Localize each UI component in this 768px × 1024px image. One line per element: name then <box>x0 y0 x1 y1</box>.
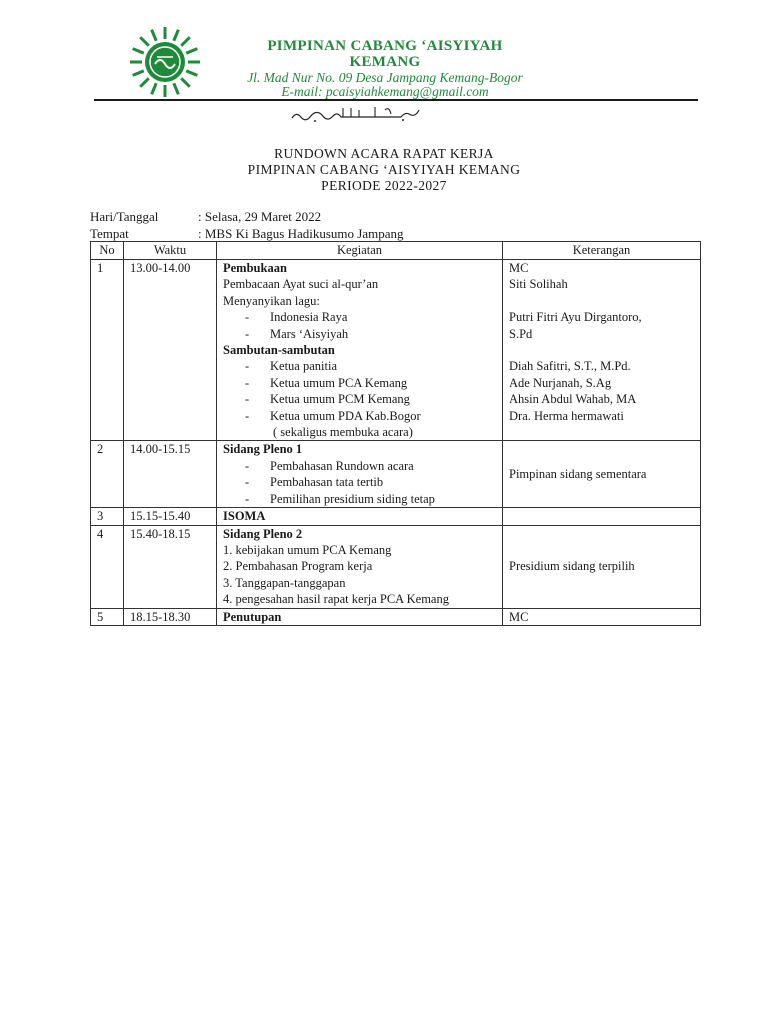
row-kegiatan <box>217 441 503 508</box>
row-waktu: 15.40-18.15 <box>124 525 217 608</box>
list-item: - Mars ‘Aisyiyah <box>245 326 496 342</box>
document-title-line1: RUNDOWN ACARA RAPAT KERJA <box>274 146 494 161</box>
ket-item: Diah Safitri, S.T., M.Pd. <box>509 359 631 374</box>
org-address: Jl. Mad Nur No. 09 Desa Jampang Kemang-Bogor <box>247 70 523 85</box>
org-name-line2: KEMANG <box>349 54 421 70</box>
ket-item: Putri Fitri Ayu Dirgantoro, <box>509 310 642 325</box>
ket-item: MC <box>509 261 529 275</box>
row-waktu: 13.00-14.00 <box>124 260 217 441</box>
list-item: 2. Pembahasan Program kerja <box>223 559 373 574</box>
activity-heading: Sidang Pleno 2 <box>223 526 303 541</box>
document-title-line3: PERIODE 2022-2027 <box>321 178 447 193</box>
table-row <box>91 508 701 525</box>
header-keterangan: Keterangan <box>503 242 701 260</box>
row-keterangan: Pimpinan sidang sementara <box>503 441 701 508</box>
row-waktu: 14.00-15.15 <box>124 441 217 508</box>
table-row <box>91 441 701 508</box>
rundown-table <box>90 241 701 626</box>
ket-item: S.Pd <box>509 326 533 341</box>
aisyiyah-logo-icon <box>120 26 210 98</box>
org-name-line1: PIMPINAN CABANG ‘AISYIYAH <box>267 38 503 54</box>
document-title-line2: PIMPINAN CABANG ‘AISYIYAH KEMANG <box>247 162 521 177</box>
row-waktu: 15.15-15.40 <box>124 508 217 525</box>
row-no: 5 <box>91 608 124 625</box>
row-no: 1 <box>91 260 124 441</box>
list-item: - Ketua umum PCM Kemang <box>245 391 496 407</box>
activity-heading: ISOMA <box>223 509 266 524</box>
song-list <box>223 309 496 342</box>
row-waktu: 18.15-18.30 <box>124 608 217 625</box>
row-kegiatan <box>217 508 503 525</box>
info-place-value: : MBS Ki Bagus Hadikusumo Jampang <box>198 226 404 241</box>
list-item: 4. pengesahan hasil rapat kerja PCA Kemang <box>223 592 449 607</box>
basmalah-calligraphy-icon <box>285 104 425 124</box>
list-item: - Ketua panitia <box>245 358 496 374</box>
activity-note: ( sekaligus membuka acara) <box>273 425 413 440</box>
header-waktu: Waktu <box>124 242 217 260</box>
list-item: - Indonesia Raya <box>245 309 496 325</box>
row-keterangan: Presidium sidang terpilih <box>503 525 701 608</box>
ket-item: Ahsin Abdul Wahab, MA <box>509 392 637 407</box>
header-divider <box>94 99 698 101</box>
ket-item: Siti Solihah <box>509 277 568 292</box>
row-keterangan <box>503 508 701 525</box>
table-header-row <box>91 242 701 260</box>
org-email: E-mail: pcaisyiahkemang@gmail.com <box>281 84 489 99</box>
info-day-row <box>90 209 321 225</box>
ket-item: Dra. Herma hermawati <box>509 408 624 423</box>
row-no: 2 <box>91 441 124 508</box>
speech-list <box>223 358 496 424</box>
info-day-value: : Selasa, 29 Maret 2022 <box>198 209 322 224</box>
row-no: 3 <box>91 508 124 525</box>
row-keterangan <box>503 260 701 441</box>
list-item: 1. kebijakan umum PCA Kemang <box>223 542 392 557</box>
row-keterangan: MC <box>503 608 701 625</box>
list-item: - Ketua umum PDA Kab.Bogor <box>245 408 496 424</box>
header-kegiatan: Kegiatan <box>217 242 503 260</box>
list-item: - Pembahasan tata tertib <box>245 474 496 490</box>
ket-item: Ade Nurjanah, S.Ag <box>509 375 612 390</box>
activity-line: Menyanyikan lagu: <box>223 293 320 308</box>
activity-heading: Penutupan <box>223 609 282 624</box>
activity-line: Pembacaan Ayat suci al-qur’an <box>223 277 379 292</box>
table-row <box>91 260 701 441</box>
row-kegiatan <box>217 608 503 625</box>
table-row <box>91 525 701 608</box>
row-kegiatan <box>217 525 503 608</box>
activity-heading: Sambutan-sambutan <box>223 343 335 358</box>
row-kegiatan <box>217 260 503 441</box>
header-no: No <box>91 242 124 260</box>
list-item: - Pemilihan presidium siding tetap <box>245 491 496 507</box>
info-place-row <box>90 226 403 242</box>
table-row <box>91 608 701 625</box>
list-item: - Ketua umum PCA Kemang <box>245 375 496 391</box>
activity-heading: Pembukaan <box>223 261 287 275</box>
agenda-list <box>223 458 496 507</box>
info-place-label: Tempat <box>90 226 129 241</box>
list-item: 3. Tanggapan-tanggapan <box>223 575 346 590</box>
info-day-label: Hari/Tanggal <box>90 209 159 224</box>
row-no: 4 <box>91 525 124 608</box>
activity-heading: Sidang Pleno 1 <box>223 442 303 457</box>
list-item: - Pembahasan Rundown acara <box>245 458 496 474</box>
